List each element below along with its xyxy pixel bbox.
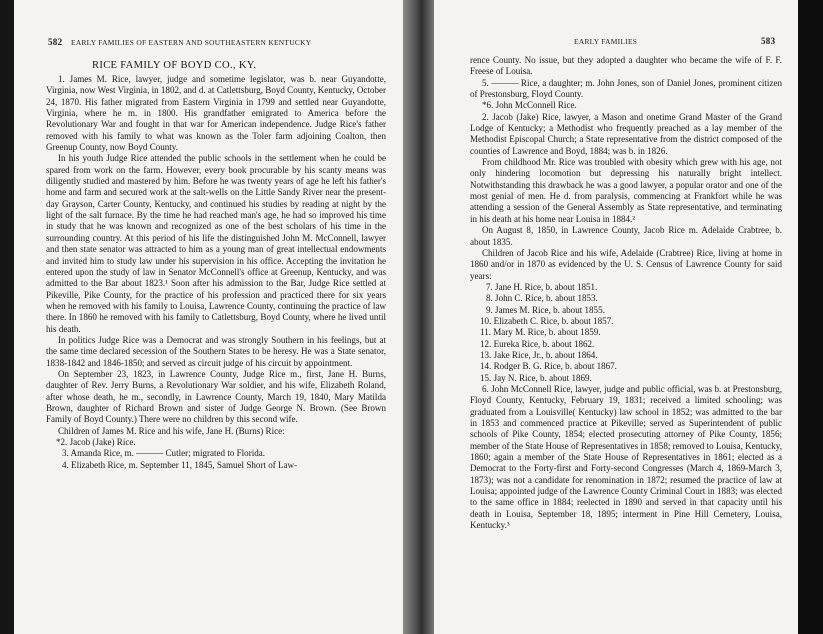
list-item: 4. Elizabeth Rice, m. September 11, 1845, Samuel Short of Law- (62, 459, 298, 470)
paragraph: In his youth Judge Rice attended the public schools in the settlement when he could be spared from work on the farm. However, every book procurable by his scanty means was diligently studied and mastered by him. Before he was twenty years of age he left his father's home and farm and secured work at the salt-wells on the Little Sandy River near the present-day Grayson, Carter County, Kentucky, and continued his studies by reading at night by the light of the salt furnace. By the time he had reached man's age, he had so improved his time in study that he was known and recognized as one of the best scholars of his time in the surrounding country. At this period of his life the distinguished John M. McConnell, lawyer and then state senator was attracted to him as a young man of great intellectual endowments and invited him to study law under his supervision in his office. Accepting the invitation he entered upon the study of law in Senator McConnell's office at Greenup, Kentucky, and was admitted to the Bar about 1823.¹ Soon after his admission to the Bar, Judge Rice settled at Pikeville, Pike County, for the practice of his profession and practiced there for six years when he removed with his family to Louisa, Lawrence County, continuing the practice of law there. In 1860 he removed with his family to Catlettsburg, Boyd County, where he lived until his death. (46, 153, 386, 334)
right-page-number: 583 (761, 36, 776, 46)
paragraph: On August 8, 1850, in Lawrence County, Jacob Rice m. Adelaide Crabtree, b. about 1835. (470, 225, 782, 247)
paragraph: 1. James M. Rice, lawyer, judge and sometime legislator, was b. near Guyandotte, Virginia, now West Virginia, in 1802, and d. at Catlettsburg, Boyd County, Kentucky, October 24, 1870. His father migrated from Eastern Virginia in 1799 and settled near Guyandotte, Virginia, where he m. in 1800. His grandfather emigrated to America before the Revolutionary War and fought in that war for American independence. Judge Rice's father removed with his family to what was known as the Toler farm adjoining Coalton, then Greenup County, now Boyd County. (46, 74, 386, 153)
paragraph-continued: rence County. No issue, but they adopted a daughter who became the wife of F. F. Freese of Louisa. (470, 55, 782, 77)
paragraph: In politics Judge Rice was a Democrat and was strongly Southern in his feelings, but at the same time declared secession of the Southern States to be heresy. He was a State senator, 1838-1842 and 1846-1850; and served as circuit judge of his circuit by appointment. (46, 334, 386, 368)
list-item: 3. Amanda Rice, m. ——— Cutler; migrated to Florida. (62, 448, 266, 459)
list-item: 15. Jay N. Rice, b. about 1869. (480, 372, 592, 383)
list-item: 9. James M. Rice, b. about 1855. (486, 304, 605, 315)
left-running-head (48, 37, 311, 47)
list-item: *6. John McConnell Rice. (482, 100, 577, 111)
section-title: RICE FAMILY OF BOYD CO., KY. (92, 60, 257, 71)
list-item: 5. ——— Rice, a daughter; m. John Jones, son of Daniel Jones, prominent citizen of Prestonsburg, Floyd County. (470, 77, 782, 100)
list-item: 13. Jake Rice, Jr., b. about 1864. (480, 349, 598, 360)
right-running-head-text: EARLY FAMILIES (574, 37, 638, 46)
paragraph: 2. Jacob (Jake) Rice, lawyer, a Mason and onetime Grand Master of the Grand Lodge of Kentucky; a Methodist who frequently preached as a lay member of the Methodist Episcopal Church; a State representative from the district composed of the counties of Lawrence and Boyd, 1884; was b. in 1826. (470, 111, 782, 156)
list-item: 14. Rodger B. G. Rice, b. about 1867. (480, 361, 617, 372)
paragraph: Children of Jacob Rice and his wife, Adelaide (Crabtree) Rice, living at home in 1860 and/or in 1870 as evidenced by the U. S. Census of Lawrence County for said years: (470, 247, 782, 281)
book-gutter (403, 0, 434, 634)
list-item: 7. Jane H. Rice, b. about 1851. (486, 281, 598, 292)
left-running-head-text: EARLY FAMILIES OF EASTERN AND SOUTHEASTERN KENTUCKY (71, 38, 312, 47)
left-page-number: 582 (48, 37, 63, 47)
list-item: 10. Elizabeth C. Rice, b. about 1857. (480, 315, 614, 326)
right-page (434, 0, 798, 634)
paragraph: 6. John McConnell Rice, lawyer, judge and public official, was b. at Prestonsburg, Floyd County, Kentucky, February 19, 1831; received a limited schooling; was graduated from a Louisville( Kentucky) law school in 1852; was admitted to the bar in 1853 and commenced practice at Pikeville; served as Superintendent of public schools of Pike County, 1854; elected prosecuting attorney of Pike County, 1856; member of the State House of Representatives in 1858; removed to Louisa, Kentucky, 1860; again a member of the State House of Representatives in 1861; elected as a Democrat to the Forty-first and Forty-second Congresses (March 4, 1869-March 3, 1873); was not a candidate for renomination in 1872; resumed the practice of law at Louisa; appointed judge of the Lawrence County Criminal Court in 1883; was elected to the same office in 1884; reelected in 1890 and served in that capacity until his death in Louisa, September 18, 1895; interment in Pine Hill Cemetery, Louisa, Kentucky.³ (470, 383, 782, 531)
list-item: 12. Eureka Rice, b. about 1862. (480, 338, 595, 349)
left-body-text (46, 74, 386, 471)
scan-edge-left (0, 0, 14, 634)
right-running-head (574, 36, 776, 46)
paragraph: From childhood Mr. Rice was troubled with obesity which grew with his age, not only hindering locomotion but depressing his naturally bright intellect. Notwithstanding this drawback he was a good lawyer, a popular orator and one of the most genial of men. He d. from paralysis, commencing at Frankfort while he was attending a session of the General Assembly as State representative, and terminating in his death at his home near Louisa in 1884.² (470, 157, 782, 224)
paragraph: On September 23, 1823, in Lawrence County, Judge Rice m., first, Jane H. Burns, daughter of Rev. Jerry Burns, a Revolutionary War soldier, and his wife, Elizabeth Roland, after whose death, he m., secondly, in Lawrence County, March 19, 1840, Mary Matilda Brown, daughter of Richard Brown and sister of Judge George N. Brown. (See Brown Family of Boyd County.) There were no children by this second wife. (46, 368, 386, 425)
left-page (14, 0, 403, 634)
scan-edge-right (798, 0, 823, 634)
list-item: 11. Mary M. Rice, b. about 1859. (480, 327, 601, 338)
list-item: 8. John C. Rice, b. about 1853. (486, 293, 598, 304)
paragraph: Children of James M. Rice and his wife, Jane H. (Burns) Rice: (58, 425, 285, 436)
right-body-text (470, 55, 782, 531)
list-item: *2. Jacob (Jake) Rice. (56, 437, 136, 447)
